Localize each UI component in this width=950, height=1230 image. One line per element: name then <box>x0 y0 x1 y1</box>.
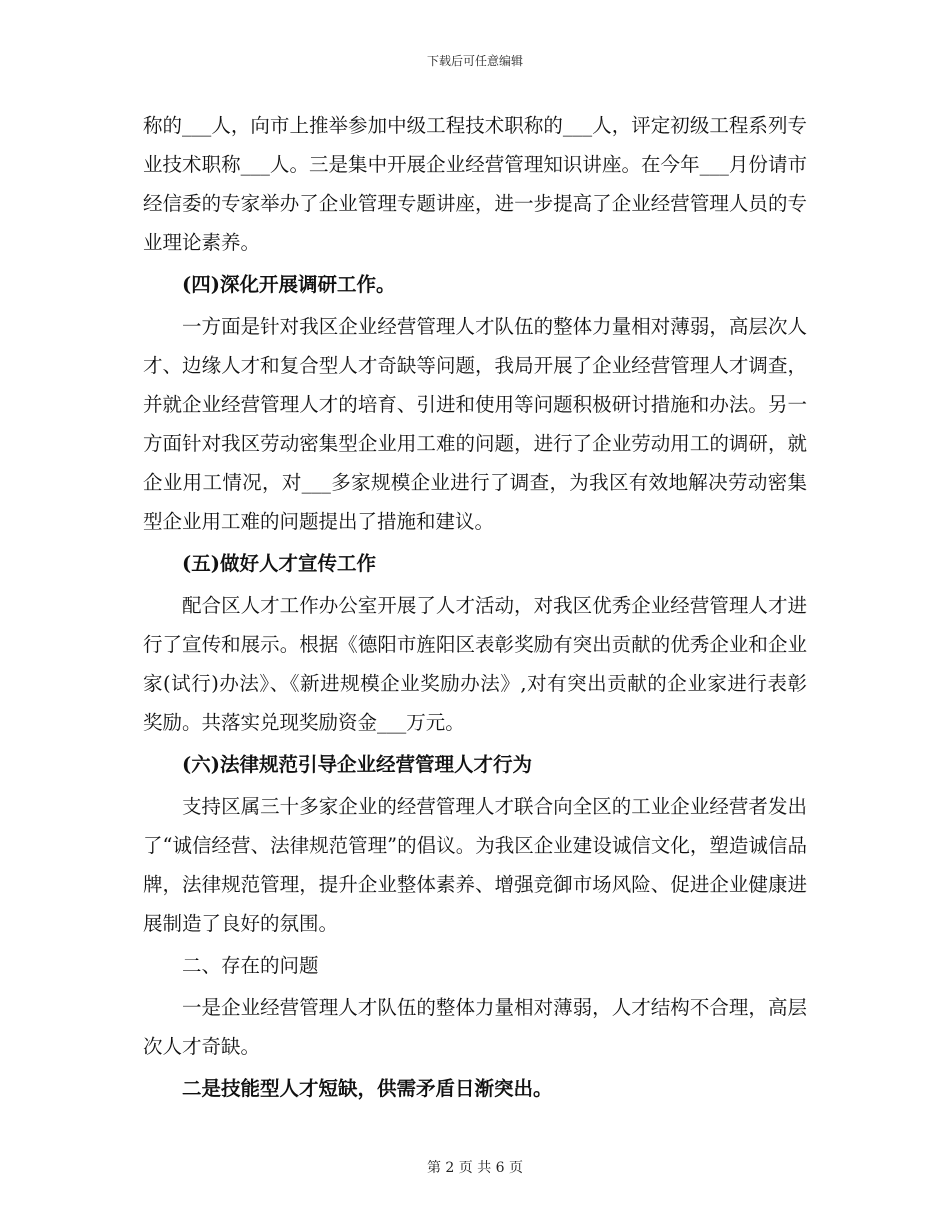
page-header: 下载后可任意编辑 <box>426 54 523 68</box>
section-heading-4: (四)深化开展调研工作。 <box>182 273 396 296</box>
document-body <box>143 106 807 1111</box>
page-footer: 第 2 页 共 6 页 <box>426 1160 524 1176</box>
paragraph-research: 一方面是针对我区企业经营管理人才队伍的整体力量相对薄弱，高层次人才、边缘人才和复合型人才奇缺等问题，我局开展了企业经营管理人才调查，并就企业经营管理人才的培育、引进和使用等问题积极研讨措施和办法。另一方面针对我区劳动密集型企业用工难的问题，进行了企业劳动用工的调研，就企业用工情况，对___多家规模企业进行了调查，为我区有效地解决劳动密集型企业用工难的问题提出了措施和建议。 <box>143 315 807 533</box>
section-heading-5: (五)做好人才宣传工作 <box>182 552 376 575</box>
paragraph-law: 支持区属三十多家企业的经营管理人才联合向全区的工业企业经营者发出了“诚信经营、法律规范管理”的倡议。为我区企业建设诚信文化，塑造诚信品牌，法律规范管理，提升企业整体素养、增强竞御市场风险、促进企业健康进展制造了良好的氛围。 <box>143 795 807 935</box>
section-heading-problems: 二、存在的问题 <box>182 954 319 977</box>
paragraph-publicity: 配合区人才工作办公室开展了人才活动，对我区优秀企业经营管理人才进行了宣传和展示。根据《德阳市旌阳区表彰奖励有突出贡献的优秀企业和企业家(试行)办法》、《新进规模企业奖励办法》,对有突出贡献的企业家进行表彰奖励。共落实兑现奖励资金___万元。 <box>143 594 807 734</box>
paragraph-problem-1: 一是企业经营管理人才队伍的整体力量相对薄弱，人才结构不合理，高层次人才奇缺。 <box>143 996 807 1058</box>
section-heading-problem-2: 二是技能型人才短缺，供需矛盾日渐突出。 <box>182 1077 553 1100</box>
paragraph-continuation: 称的___人，向市上推举参加中级工程技术职称的___人，评定初级工程系列专业技术职称___人。三是集中开展企业经营管理知识讲座。在今年___月份请市经信委的专家举办了企业管理专题讲座，进一步提高了企业经营管理人员的专业理论素养。 <box>143 114 807 254</box>
section-heading-6: (六)法律规范引导企业经营管理人才行为 <box>182 753 532 776</box>
